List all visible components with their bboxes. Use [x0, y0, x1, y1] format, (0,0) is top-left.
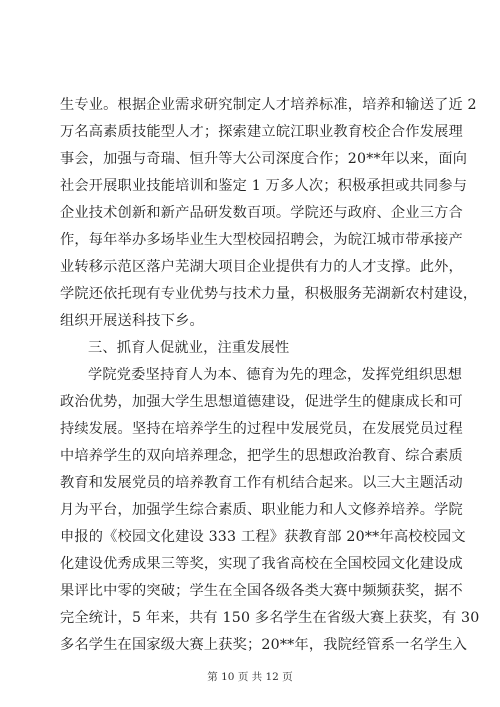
text-line: 生专业。根据企业需求研究制定人才培养标准，培养和输送了近 2	[60, 97, 477, 113]
text-line: 月为平台，加强学生综合素质、职业能力和人文修养培养。学院	[60, 502, 463, 518]
text-line: 持续发展。坚持在培养学生的过程中发展党员，在发展党员过程	[60, 421, 463, 437]
text-line: 万名高素质技能型人才；探索建立皖江职业教育校企合作发展理	[60, 124, 463, 140]
text-line: 化建设优秀成果三等奖，实现了我省高校在全国校园文化建设成	[60, 556, 463, 572]
text-line: 作，每年举办多场毕业生大型校园招聘会，为皖江城市带承接产	[60, 232, 463, 248]
text-line: 社会开展职业技能培训和鉴定 1 万多人次；积极承担或共同参与	[60, 178, 468, 194]
page-footer: 第 10 页 共 12 页	[207, 671, 293, 683]
text-line: 组织开展送科技下乡。	[60, 313, 204, 329]
text-line: 学院还依托现有专业优势与技术力量，积极服务芜湖新农村建设，	[60, 286, 478, 302]
text-line: 完全统计，5 年来，共有 150 多名学生在省级大赛上获奖，有 30	[60, 610, 480, 626]
text-line: 中培养学生的双向培养理念，把学生的思想政治教育、综合素质	[60, 448, 463, 464]
text-line: 学院党委坚持育人为本、德育为先的理念，发挥党组织思想	[88, 367, 463, 383]
text-line: 多名学生在国家级大赛上获奖；20**年，我院经管系一名学生入	[60, 637, 468, 653]
text-line: 企业技术创新和新产品研发数百项。学院还与政府、企业三方合	[60, 205, 463, 221]
text-line: 果评比中零的突破；学生在全国各级各类大赛中频频获奖，据不	[60, 583, 463, 599]
text-line: 业转移示范区落户芜湖大项目企业提供有力的人才支撑。此外，	[60, 259, 463, 275]
text-line: 教育和发展党员的培养教育工作有机结合起来。以三大主题活动	[60, 475, 463, 491]
text-line: 三、抓育人促就业，注重发展性	[88, 340, 290, 356]
text-line: 事会，加强与奇瑞、恒升等大公司深度合作；20**年以来，面向	[60, 151, 468, 167]
body-text	[60, 92, 480, 659]
text-line: 政治优势，加强大学生思想道德建设，促进学生的健康成长和可	[60, 394, 463, 410]
text-line: 申报的《校园文化建设 333 工程》获教育部 20**年高校校园文	[60, 529, 466, 545]
